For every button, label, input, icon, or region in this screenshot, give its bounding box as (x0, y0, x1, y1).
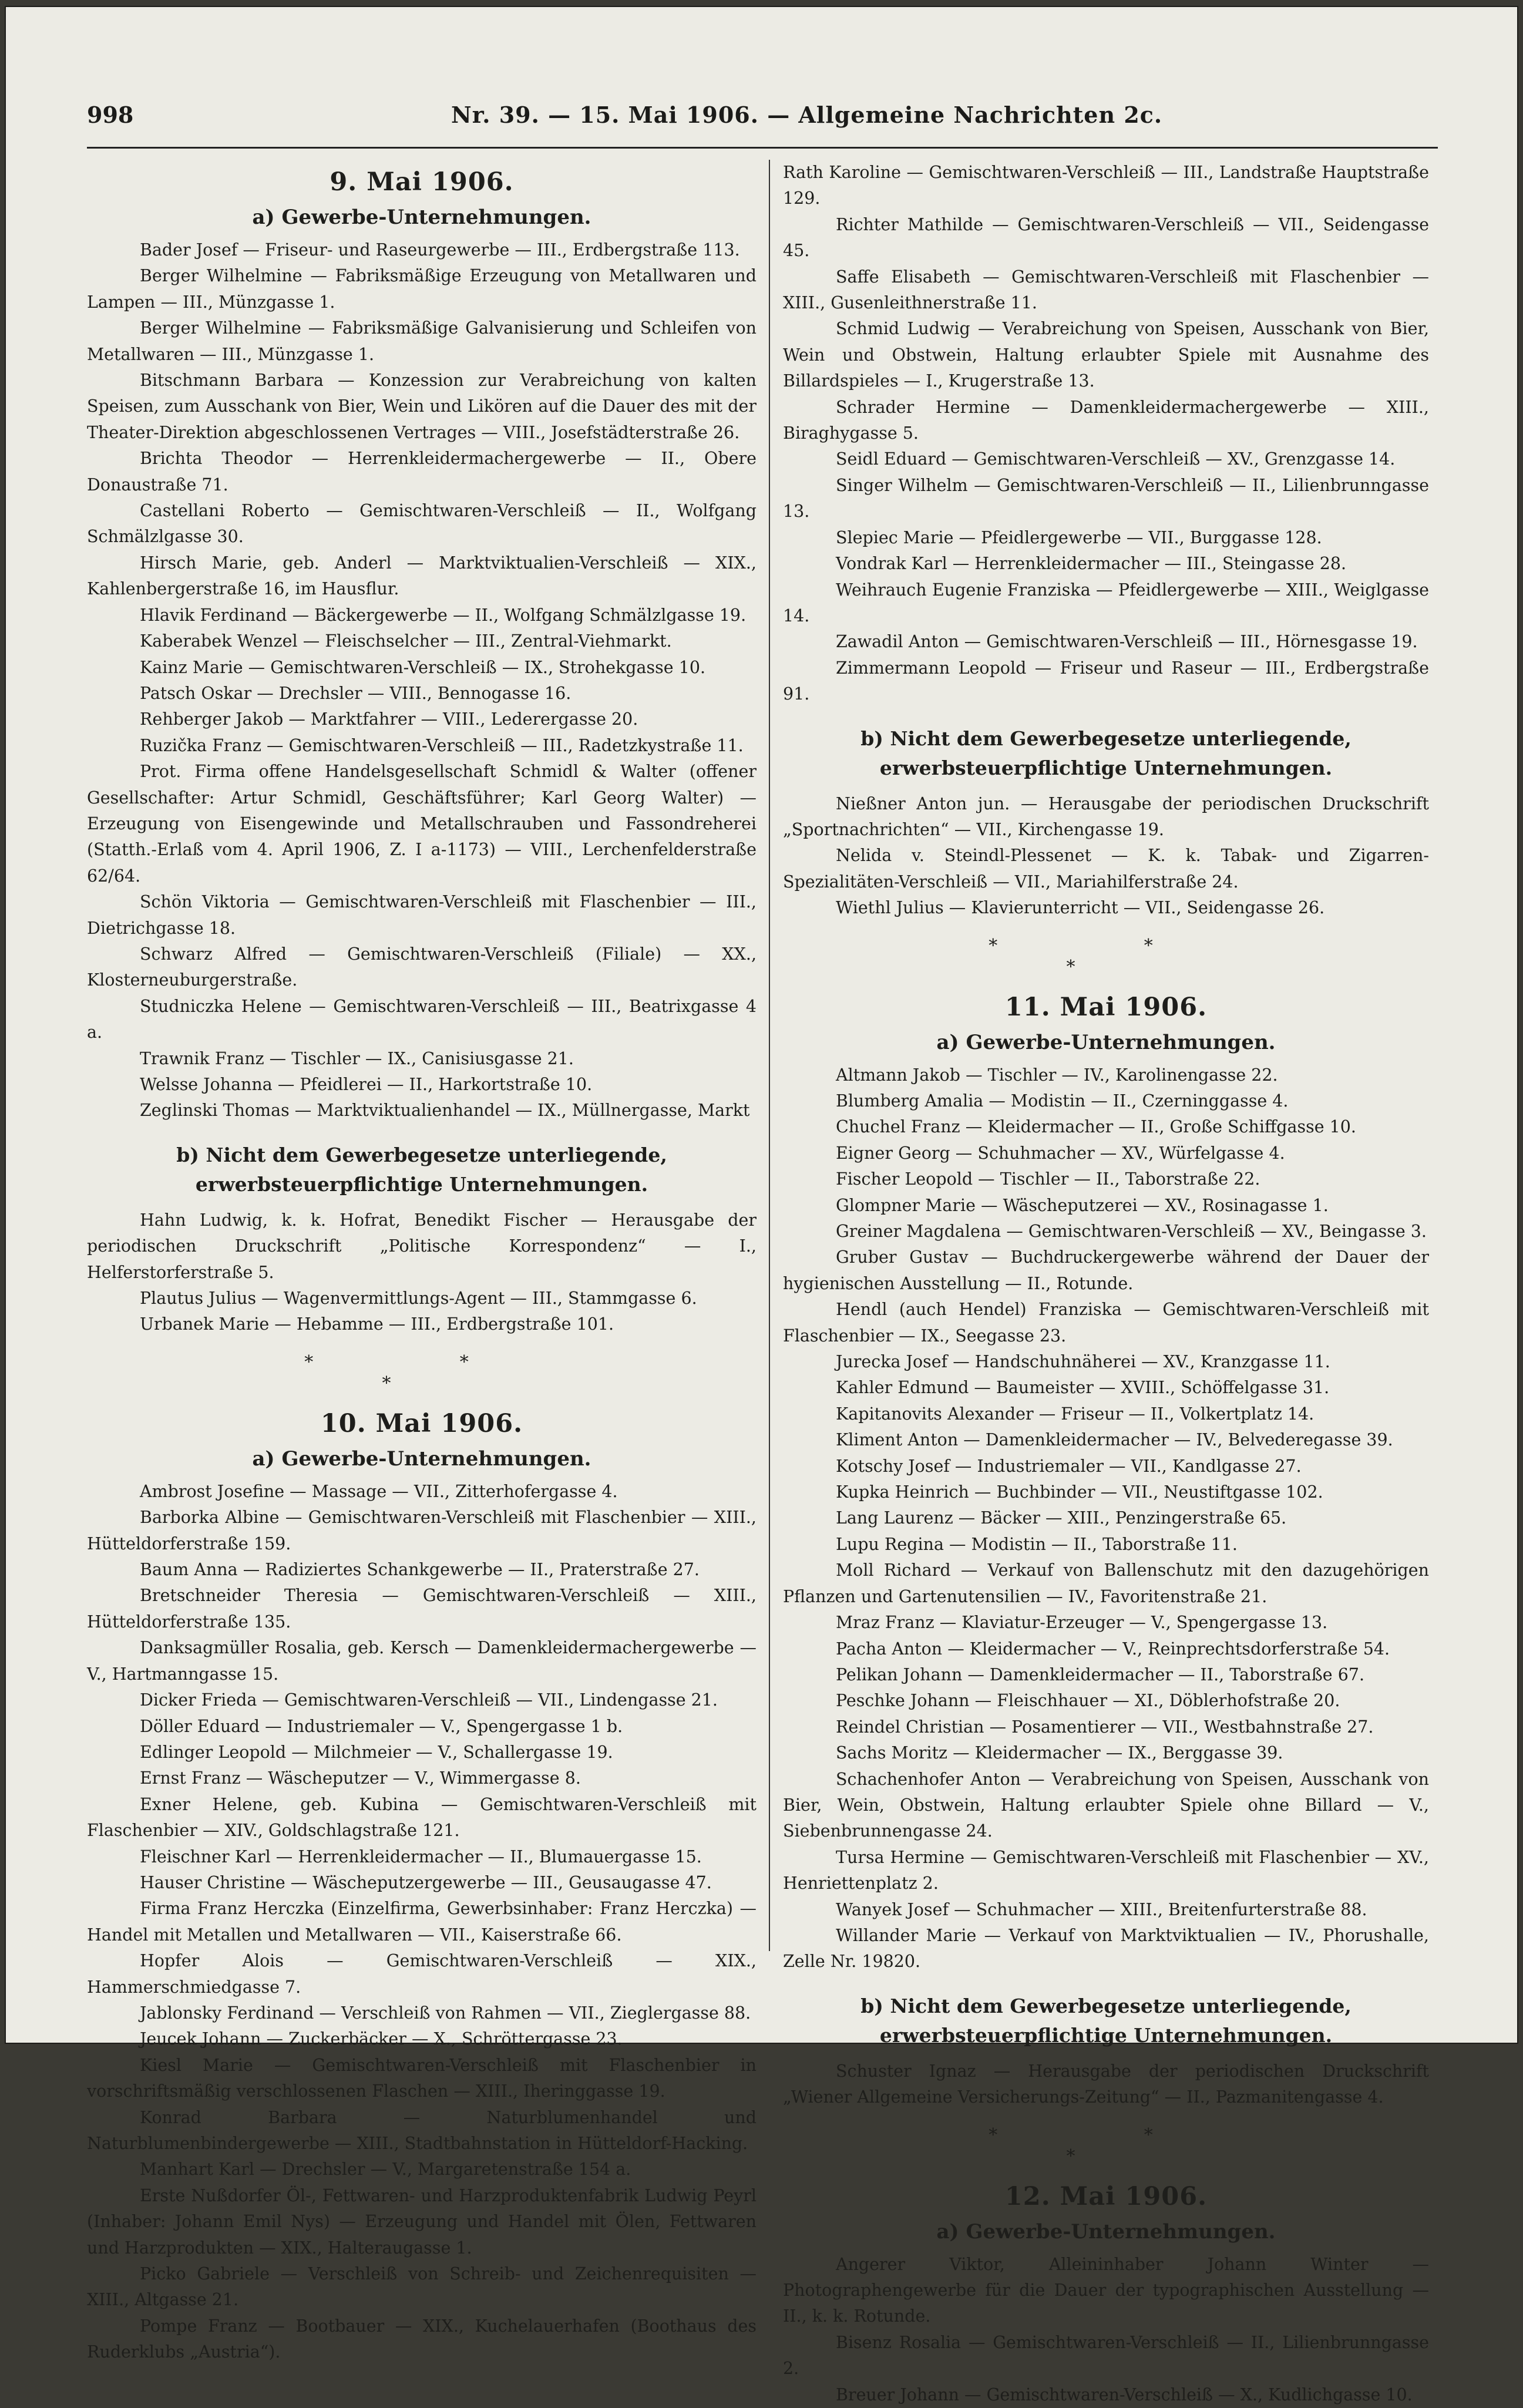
register-entry: Schuster Ignaz — Herausgabe der periodischen Druckschrift „Wiener Allgemeine Versicherungs-Zeitung“ — II., Pazmanitengasse 4. (783, 2061, 1429, 2107)
register-entry: Vondrak Karl — Herrenkleidermacher — III., Steingasse 28. (836, 554, 1347, 574)
section-date: 11. Mai 1906. (1004, 992, 1208, 1022)
section-divider (783, 2125, 1429, 2167)
entry-list (783, 2252, 1429, 2408)
register-entry: Picko Gabriele — Verschleiß von Schreib- und Zeichenrequisiten — XIII., Altgasse 21. (87, 2264, 757, 2310)
register-entry: Jablonsky Ferdinand — Verschleiß von Rahmen — VII., Zieglergasse 88. (140, 2003, 751, 2023)
column-divider (769, 160, 770, 1951)
register-entry: Kliment Anton — Damenkleidermacher — IV., Belvederegasse 39. (836, 1430, 1393, 1450)
register-entry: Altmann Jakob — Tischler — IV., Karolinengasse 22. (836, 1065, 1278, 1085)
register-entry: Hopfer Alois — Gemischtwaren-Verschleiß — XIX., Hammerschmiedgasse 7. (87, 1951, 757, 1997)
register-entry: Ruzička Franz — Gemischtwaren-Verschleiß — III., Radetzkystraße 11. (140, 735, 744, 755)
register-entry: Weihrauch Eugenie Franziska — Pfeidlergewerbe — XIII., Weiglgasse 14. (783, 580, 1429, 625)
register-entry: Bretschneider Theresia — Gemischtwaren-Verschleiß — XIII., Hütteldorferstraße 135. (87, 1586, 757, 1632)
register-entry: Patsch Oskar — Drechsler — VIII., Bennogasse 16. (140, 683, 571, 703)
register-entry: Slepiec Marie — Pfeidlergewerbe — VII., Burggasse 128. (836, 527, 1322, 547)
register-entry: Prot. Firma offene Handelsgesellschaft Schmidl & Walter (offener Gesellschafter: Artur Schmidl, Geschäftsführer; Karl Georg Walter) — Erzeugung von Eisengewinde und Metallschrauben und Fassondreherei (Statth.-Erlaß vom 4. April 1906, Z. I a-1173) — VIII., Lerchenfelderstraße 62/64. (87, 762, 757, 886)
divider-stars: * (1066, 2145, 1146, 2167)
register-entry: Schrader Hermine — Damenkleidermachergewerbe — XIII., Biraghygasse 5. (783, 397, 1429, 443)
register-entry: Angerer Viktor, Alleininhaber Johann Winter — Photographengewerbe für die Dauer der typographischen Ausstellung — II., k. k. Rotunde. (783, 2254, 1429, 2326)
register-entry: Plautus Julius — Wagenvermittlungs-Agent — III., Stammgasse 6. (140, 1289, 697, 1309)
register-entry: Exner Helene, geb. Kubina — Gemischtwaren-Verschleiß mit Flaschenbier — XIV., Goldschlagstraße 121. (87, 1794, 757, 1841)
register-entry: Bader Josef — Friseur- und Raseurgewerbe — III., Erdbergstraße 113. (140, 240, 740, 260)
register-entry: Hlavik Ferdinand — Bäckergewerbe — II., Wolfgang Schmälzlgasse 19. (140, 605, 747, 625)
register-entry: Wanyek Josef — Schuhmacher — XIII., Breitenfurterstraße 88. (836, 1899, 1367, 1919)
register-entry: Brichta Theodor — Herrenkleidermachergewerbe — II., Obere Donaustraße 71. (87, 449, 757, 495)
register-entry: Pacha Anton — Kleidermacher — V., Reinprechtsdorferstraße 54. (836, 1639, 1390, 1659)
register-entry: Castellani Roberto — Gemischtwaren-Verschleiß — II., Wolfgang Schmälzlgasse 30. (87, 501, 757, 547)
divider-stars: * * (304, 1351, 539, 1373)
entry-list (783, 2059, 1429, 2111)
divider-stars: * * (989, 2124, 1223, 2145)
divider-stars: * (382, 1373, 462, 1394)
register-entry: Rehberger Jakob — Marktfahrer — VIII., Lederergasse 20. (140, 709, 638, 729)
register-entry: Pelikan Johann — Damenkleidermacher — II., Taborstraße 67. (836, 1664, 1365, 1684)
left-column (87, 160, 757, 2366)
register-entry: Hauser Christine — Wäscheputzergewerbe — III., Geusaugasse 47. (140, 1872, 712, 1892)
register-entry: Gruber Gustav — Buchdruckergewerbe während der Dauer der hygienischen Ausstellung — II., Rotunde. (783, 1247, 1429, 1293)
register-entry: Ernst Franz — Wäscheputzer — V., Wimmergasse 8. (140, 1768, 581, 1788)
register-entry: Richter Mathilde — Gemischtwaren-Verschleiß — VII., Seidengasse 45. (783, 214, 1429, 261)
divider-stars: * * (989, 935, 1223, 956)
register-entry: Schön Viktoria — Gemischtwaren-Verschleiß mit Flaschenbier — III., Dietrichgasse 18. (87, 892, 757, 938)
register-entry: Erste Nußdorfer Öl-, Fettwaren- und Harzproduktenfabrik Ludwig Peyrl (Inhaber: Johann Emil Nys) — Erzeugung und Handel mit Ölen, Fettwaren und Harzprodukten — XIX., Halteraugasse 1. (87, 2185, 757, 2258)
register-entry: Kaberabek Wenzel — Fleischselcher — III., Zentral-Viehmarkt. (140, 631, 672, 651)
register-entry: Blumberg Amalia — Modistin — II., Czerninggasse 4. (836, 1091, 1289, 1111)
section-heading-b: b) Nicht dem Gewerbegesetze unterliegende, erwerbsteuerpflichtige Unternehmungen. (860, 1994, 1351, 2047)
register-entry: Tursa Hermine — Gemischtwaren-Verschleiß mit Flaschenbier — XV., Henriettenplatz 2. (783, 1847, 1429, 1894)
register-entry: Fleischner Karl — Herrenkleidermacher — II., Blumauergasse 15. (140, 1847, 702, 1866)
register-entry: Jurecka Josef — Handschuhnäherei — XV., Kranzgasse 11. (836, 1352, 1330, 1372)
entry-list (783, 1062, 1429, 1975)
register-entry: Kiesl Marie — Gemischtwaren-Verschleiß mit Flaschenbier in vorschriftsmäßig verschlossenen Flaschen — XIII., Iheringgasse 19. (87, 2055, 757, 2101)
register-entry: Schwarz Alfred — Gemischtwaren-Verschleiß (Filiale) — XX., Klosterneuburgerstraße. (87, 944, 757, 990)
register-entry: Rath Karoline — Gemischtwaren-Verschleiß — III., Landstraße Hauptstraße 129. (783, 163, 1429, 208)
register-entry: Edlinger Leopold — Milchmeier — V., Schallergasse 19. (140, 1742, 613, 1762)
register-entry: Kupka Heinrich — Buchbinder — VII., Neustiftgasse 102. (836, 1482, 1323, 1502)
register-entry: Seidl Eduard — Gemischtwaren-Verschleiß — XV., Grenzgasse 14. (836, 449, 1396, 469)
section-heading-a: a) Gewerbe-Unternehmungen. (936, 1030, 1276, 1054)
register-entry: Kahler Edmund — Baumeister — XVIII., Schöffelgasse 31. (836, 1378, 1330, 1398)
register-entry: Hahn Ludwig, k. k. Hofrat, Benedikt Fischer — Herausgabe der periodischen Druckschrift „Politische Korrespondenz“ — I., Helferstorferstraße 5. (87, 1210, 757, 1282)
register-entry: Welsse Johanna — Pfeidlerei — II., Harkortstraße 10. (140, 1075, 593, 1094)
section-heading-b: b) Nicht dem Gewerbegesetze unterliegende, erwerbsteuerpflichtige Unternehmungen. (176, 1143, 667, 1196)
register-entry: Chuchel Franz — Kleidermacher — II., Große Schiffgasse 10. (836, 1117, 1356, 1137)
entry-list (783, 791, 1429, 922)
register-entry: Kapitanovits Alexander — Friseur — II., Volkertplatz 14. (836, 1404, 1314, 1424)
register-entry: Nelida v. Steindl-Plessenet — K. k. Tabak- und Zigarren-Spezialitäten-Verschleiß — VII., Mariahilferstraße 24. (783, 846, 1429, 892)
register-entry: Reindel Christian — Posamentierer — VII., Westbahnstraße 27. (836, 1717, 1374, 1737)
register-entry: Berger Wilhelmine — Fabriksmäßige Galvanisierung und Schleifen von Metallwaren — III., Münzgasse 1. (87, 318, 757, 364)
page-header (87, 97, 1426, 138)
register-entry: Trawnik Franz — Tischler — IX., Canisiusgasse 21. (140, 1048, 574, 1068)
register-entry: Schmid Ludwig — Verabreichung von Speisen, Ausschank von Bier, Wein und Obstwein, Haltung erlaubter Spiele mit Ausnahme des Billardspieles — I., Krugerstraße 13. (783, 319, 1429, 391)
register-entry: Danksagmüller Rosalia, geb. Kersch — Damenkleidermachergewerbe — V., Hartmanngasse 15. (87, 1638, 757, 1684)
register-entry: Hirsch Marie, geb. Anderl — Marktviktualien-Verschleiß — XIX., Kahlenbergerstraße 16, im Hausflur. (87, 553, 757, 599)
register-entry: Saffe Elisabeth — Gemischtwaren-Verschleiß mit Flaschenbier — XIII., Gusenleithnerstraße 11. (783, 267, 1429, 313)
register-entry: Dicker Frieda — Gemischtwaren-Verschleiß — VII., Lindengasse 21. (140, 1690, 718, 1710)
entry-list (87, 1208, 757, 1338)
newspaper-page (5, 6, 1518, 2404)
register-entry: Zawadil Anton — Gemischtwaren-Verschleiß — III., Hörnesgasse 19. (836, 632, 1418, 652)
section-heading-b: b) Nicht dem Gewerbegesetze unterliegende, erwerbsteuerpflichtige Unternehmungen. (860, 727, 1351, 779)
running-title: Nr. 39. — 15. Mai 1906. — Allgemeine Nachrichten 2c. (451, 102, 1163, 128)
register-entry: Schachenhofer Anton — Verabreichung von Speisen, Ausschank von Bier, Wein, Obstwein, Haltung erlaubter Spiele ohne Billard — V., Siebenbrunnengasse 24. (783, 1769, 1429, 1841)
register-entry: Breuer Johann — Gemischtwaren-Verschleiß — X., Kudlichgasse 10. (836, 2385, 1413, 2404)
register-entry: Sachs Moritz — Kleidermacher — IX., Berggasse 39. (836, 1743, 1283, 1763)
register-entry: Döller Eduard — Industriemaler — V., Spengergasse 1 b. (140, 1716, 623, 1736)
register-entry: Studniczka Helene — Gemischtwaren-Verschleiß — III., Beatrixgasse 4 a. (87, 996, 757, 1042)
register-entry: Berger Wilhelmine — Fabriksmäßige Erzeugung von Metallwaren und Lampen — III., Münzgasse 1. (87, 266, 757, 312)
register-entry: Willander Marie — Verkauf von Marktviktualien — IV., Phorushalle, Zelle Nr. 19820. (783, 1925, 1429, 1972)
section-heading-a: a) Gewerbe-Unternehmungen. (936, 2219, 1276, 2244)
register-entry: Singer Wilhelm — Gemischtwaren-Verschleiß — II., Lilienbrunngasse 13. (783, 475, 1429, 522)
register-entry: Kotschy Josef — Industriemaler — VII., Kandlgasse 27. (836, 1456, 1302, 1476)
section-date: 12. Mai 1906. (1004, 2181, 1208, 2211)
register-entry: Bitschmann Barbara — Konzession zur Verabreichung von kalten Speisen, zum Ausschank von Bier, Wein und Likören auf die Dauer des mit der Theater-Direktion abgeschlossenen Vertrages — VIII., Josefstädterstraße 26. (87, 371, 757, 442)
register-entry: Firma Franz Herczka (Einzelfirma, Gewerbsinhaber: Franz Herczka) — Handel mit Metallen und Metallwaren — VII., Kaiserstraße 66. (87, 1899, 757, 1945)
right-column (783, 160, 1429, 2408)
header-rule (87, 147, 1438, 149)
page-number: 998 (87, 102, 134, 128)
register-entry: Fischer Leopold — Tischler — II., Taborstraße 22. (836, 1169, 1260, 1189)
section-heading-a: a) Gewerbe-Unternehmungen. (252, 206, 591, 229)
register-entry: Lupu Regina — Modistin — II., Taborstraße 11. (836, 1534, 1238, 1554)
register-entry: Zeglinski Thomas — Marktviktualienhandel — IX., Müllnergasse, Markt (140, 1101, 750, 1121)
entry-list (87, 1479, 757, 2366)
register-entry: Zimmermann Leopold — Friseur und Raseur — III., Erdbergstraße 91. (783, 658, 1429, 704)
section-heading-a: a) Gewerbe-Unternehmungen. (252, 1447, 591, 1471)
register-entry: Kainz Marie — Gemischtwaren-Verschleiß — IX., Strohekgasse 10. (140, 657, 706, 677)
register-entry: Baum Anna — Radiziertes Schankgewerbe — II., Praterstraße 27. (140, 1560, 700, 1580)
entry-list (87, 237, 757, 1124)
section-date: 9. Mai 1906. (330, 167, 514, 197)
register-entry: Jeucek Johann — Zuckerbäcker — X., Schröttergasse 23. (140, 2029, 623, 2049)
section-date: 10. Mai 1906. (320, 1408, 523, 1438)
register-entry: Peschke Johann — Fleischhauer — XI., Döblerhofstraße 20. (836, 1691, 1340, 1711)
register-entry: Bisenz Rosalia — Gemischtwaren-Verschleiß — II., Lilienbrunngasse 2. (783, 2332, 1429, 2379)
register-entry: Ambrost Josefine — Massage — VII., Zitterhofergasse 4. (140, 1481, 618, 1501)
entry-list (783, 160, 1429, 708)
register-entry: Nießner Anton jun. — Herausgabe der periodischen Druckschrift „Sportnachrichten“ — VII., Kirchengasse 19. (783, 793, 1429, 839)
register-entry: Moll Richard — Verkauf von Ballenschutz mit den dazugehörigen Pflanzen und Gartenutensilien — IV., Favoritenstraße 21. (783, 1561, 1429, 1606)
register-entry: Glompner Marie — Wäscheputzerei — XV., Rosinagasse 1. (836, 1195, 1329, 1215)
register-entry: Pompe Franz — Bootbauer — XIX., Kuchelauerhafen (Boothaus des Ruderklubs „Austria“). (87, 2316, 757, 2362)
register-entry: Barborka Albine — Gemischtwaren-Verschleiß mit Flaschenbier — XIII., Hütteldorferstraße 159. (87, 1508, 757, 1553)
register-entry: Konrad Barbara — Naturblumenhandel und Naturblumenbindergewerbe — XIII., Stadtbahnstation in Hütteldorf-Hacking. (87, 2107, 757, 2153)
register-entry: Mraz Franz — Klaviatur-Erzeuger — V., Spengergasse 13. (836, 1613, 1328, 1633)
register-entry: Manhart Karl — Drechsler — V., Margaretenstraße 154 a. (140, 2160, 631, 2180)
register-entry: Greiner Magdalena — Gemischtwaren-Verschleiß — XV., Beingasse 3. (836, 1222, 1427, 1241)
register-entry: Urbanek Marie — Hebamme — III., Erdbergstraße 101. (140, 1314, 614, 1334)
register-entry: Wiethl Julius — Klavierunterricht — VII., Seidengasse 26. (836, 898, 1325, 918)
register-entry: Lang Laurenz — Bäcker — XIII., Penzingerstraße 65. (836, 1508, 1287, 1528)
register-entry: Eigner Georg — Schuhmacher — XV., Würfelgasse 4. (836, 1143, 1285, 1163)
divider-stars: * (1066, 956, 1146, 977)
register-entry: Hendl (auch Hendel) Franziska — Gemischtwaren-Verschleiß mit Flaschenbier — IX., Seegasse 23. (783, 1300, 1429, 1346)
section-divider (783, 936, 1429, 978)
section-divider (87, 1352, 757, 1394)
